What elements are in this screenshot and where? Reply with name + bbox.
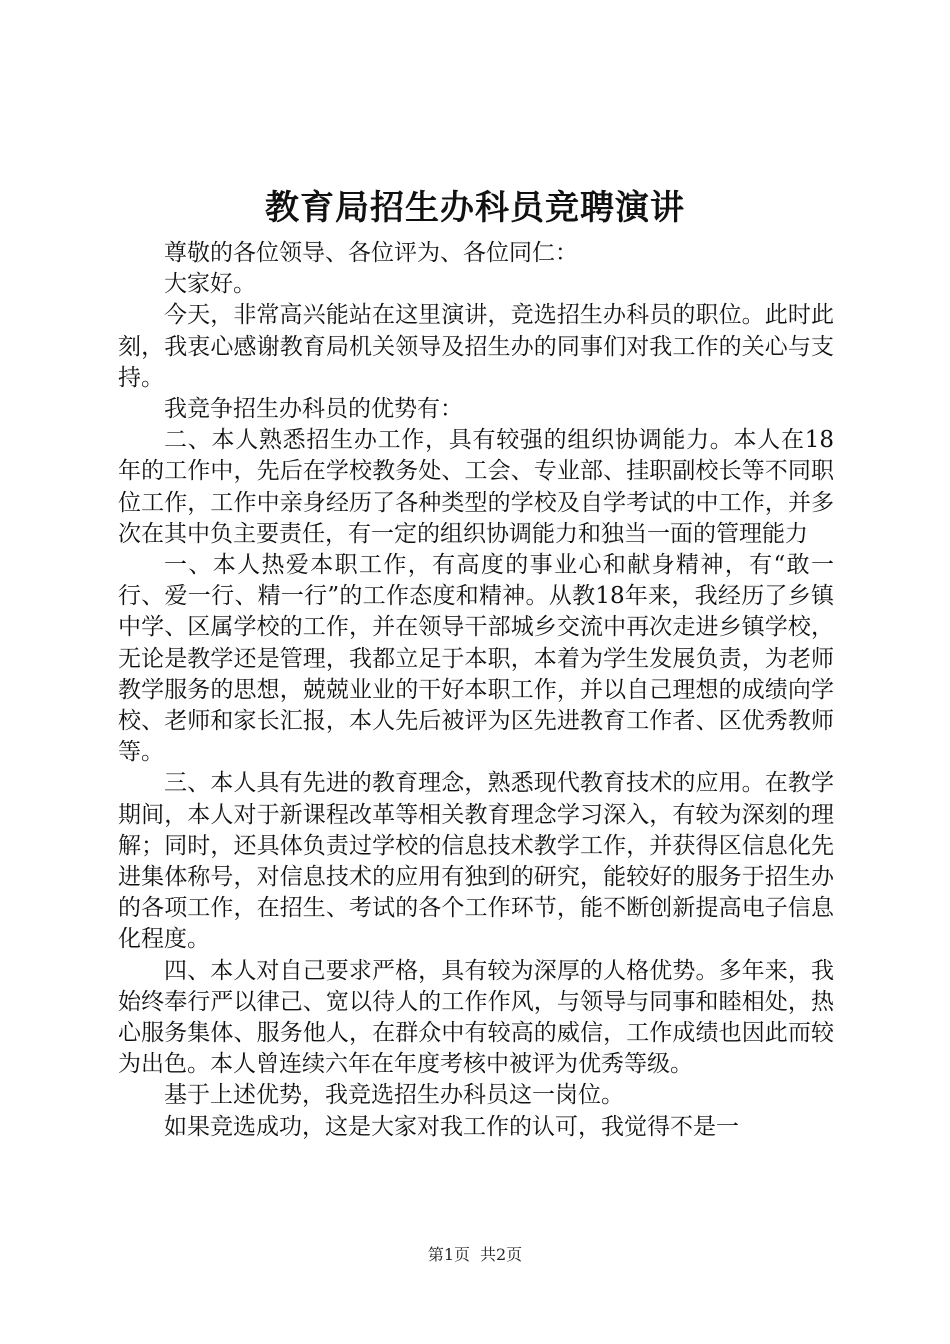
page-total: 共2页 [480, 1245, 523, 1264]
salutation: 尊敬的各位领导、各位评为、各位同仁： [164, 240, 578, 266]
paragraph-conclusion: 基于上述优势，我竞选招生办科员这一岗位。 [164, 1082, 624, 1109]
page-number: 第1页 [427, 1245, 470, 1264]
document-body [118, 238, 834, 1143]
paragraph-point-one: 一、本人热爱本职工作，有高度的事业心和献身精神，有“敢一行、爱一行、精一行”的工作态度和精神。从教18年来，我经历了乡镇中学、区属学校的工作，并在领导干部城乡交流中再次走进乡镇学校，无论是教学还是管理，我都立足于本职，本着为学生发展负责，为老师教学服务的思想，兢兢业业的干好本职工作，并以自己理想的成绩向学校、老师和家长汇报，本人先后被评为区先进教育工作者、区优秀教师等。 [118, 552, 834, 766]
paragraph-advantages-heading: 我竞争招生办科员的优势有： [164, 396, 463, 423]
document-title: 教育局招生办科员竞聘演讲 [265, 188, 685, 228]
greeting: 大家好。 [164, 271, 256, 298]
page-footer [0, 1244, 950, 1266]
paragraph-point-three: 三、本人具有先进的教育理念，熟悉现代教育技术的应用。在教学期间，本人对于新课程改革等相关教育理念学习深入，有较为深刻的理解；同时，还具体负责过学校的信息技术教学工作，并获得区信息化先进集体称号，对信息技术的应用有独到的研究，能较好的服务于招生办的各项工作，在招生、考试的各个工作环节，能不断创新提高电子信息化程度。 [118, 770, 834, 953]
paragraph-point-two: 二、本人熟悉招生办工作，具有较强的组织协调能力。本人在18年的工作中，先后在学校教务处、工会、专业部、挂职副校长等不同职位工作，工作中亲身经历了各种类型的学校及自学考试的中工作，并多次在其中负主要责任，有一定的组织协调能力和独当一面的管理能力 [118, 427, 834, 547]
paragraph-intro: 今天，非常高兴能站在这里演讲，竞选招生办科员的职位。此时此刻，我衷心感谢教育局机关领导及招生办的同事们对我工作的关心与支持。 [118, 302, 834, 391]
paragraph-point-four: 四、本人对自己要求严格，具有较为深厚的人格优势。多年来，我始终奉行严以律己、宽以待人的工作作风，与领导与同事和睦相处，热心服务集体、服务他人，在群众中有较高的威信，工作成绩也因此而较为出色。本人曾连续六年在年度考核中被评为优秀等级。 [118, 957, 834, 1078]
paragraph-continuation: 如果竞选成功，这是大家对我工作的认可，我觉得不是一 [164, 1113, 739, 1140]
